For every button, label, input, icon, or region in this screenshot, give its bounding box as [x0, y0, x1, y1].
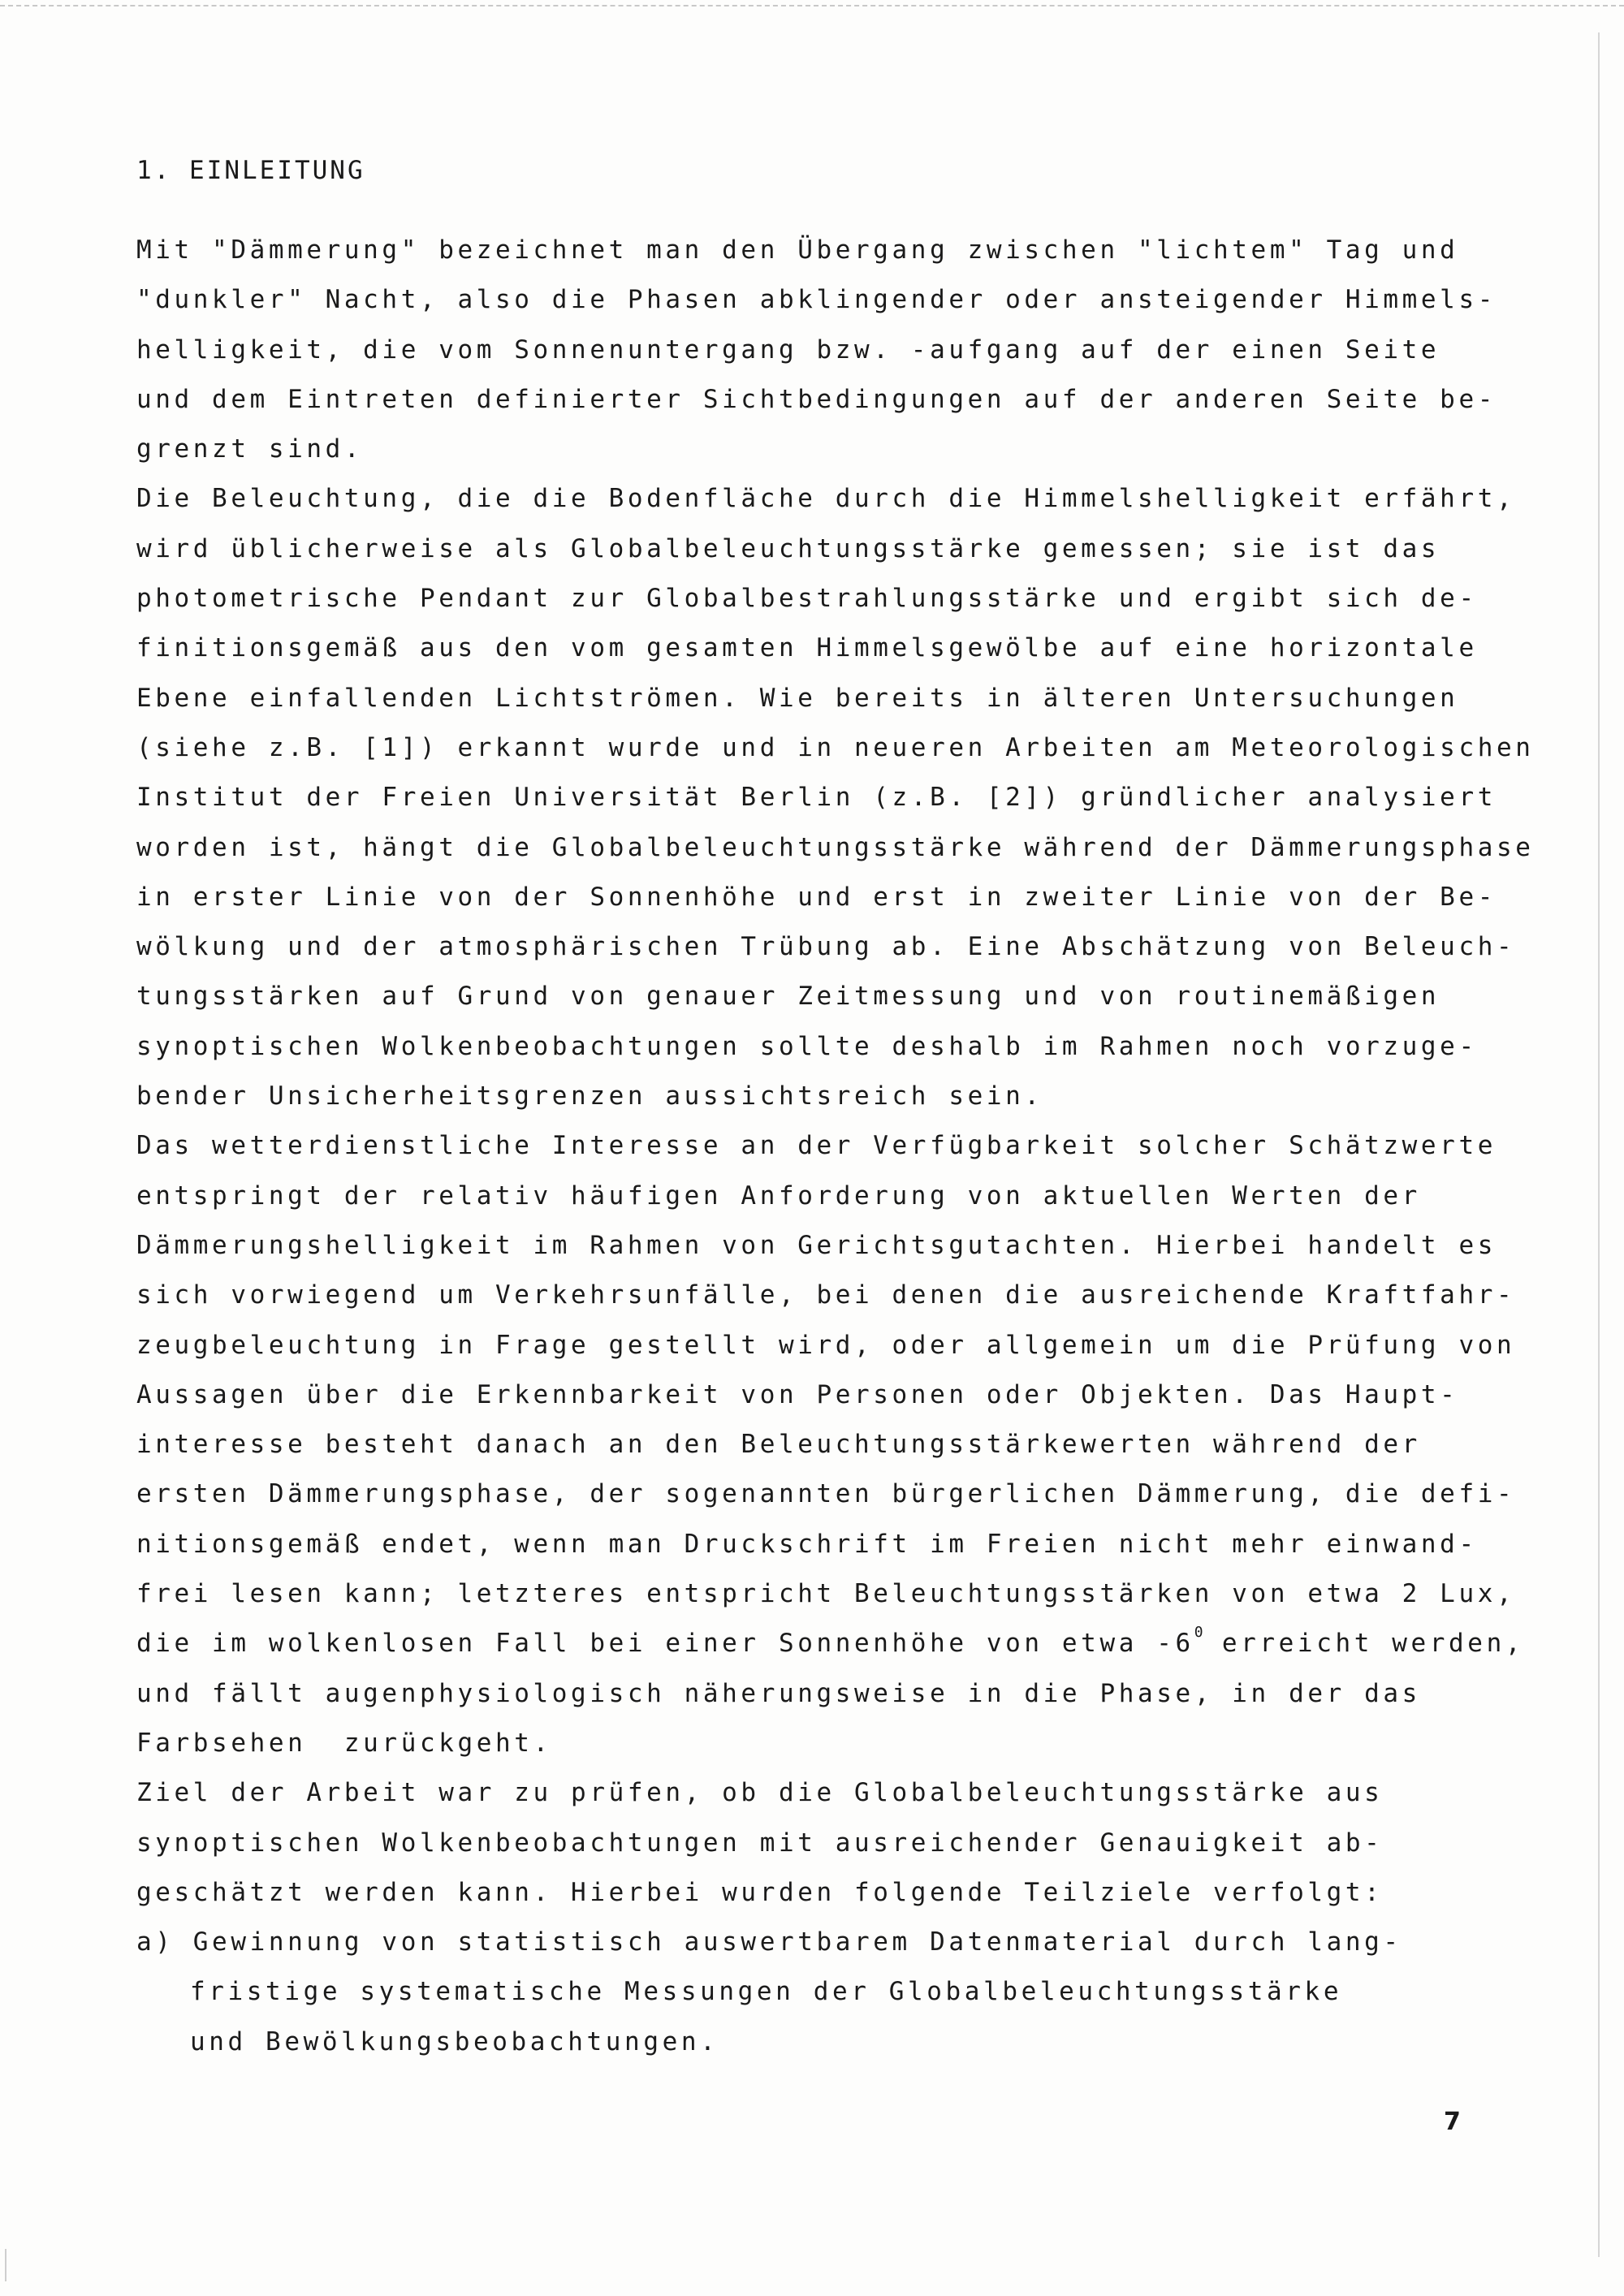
- right-margin-line: [1598, 32, 1600, 2257]
- text-line: worden ist, hängt die Globalbeleuchtungsstärke während der Dämmerungsphase: [136, 832, 1535, 862]
- degree-superscript: 0: [1194, 1624, 1203, 1642]
- text-line: nitionsgemäß endet, wenn man Druckschrift im Freien nicht mehr einwand-: [136, 1529, 1478, 1559]
- body-text: [136, 226, 1535, 2067]
- text-line: entspringt der relativ häufigen Anforderung von aktuellen Werten der: [136, 1180, 1421, 1211]
- text-line: geschätzt werden kann. Hierbei wurden folgende Teilziele verfolgt:: [136, 1877, 1384, 1907]
- text-line: Das wetterdienstliche Interesse an der Verfügbarkeit solcher Schätzwerte: [136, 1131, 1497, 1161]
- text-line: synoptischen Wolkenbeobachtungen mit ausreichender Genauigkeit ab-: [136, 1828, 1384, 1858]
- top-scan-border: [0, 5, 1624, 6]
- text-line: synoptischen Wolkenbeobachtungen sollte deshalb im Rahmen noch vorzuge-: [136, 1031, 1478, 1061]
- text-line: Die Beleuchtung, die die Bodenfläche durch die Himmelshelligkeit erfährt,: [136, 484, 1516, 514]
- text-line: Dämmerungshelligkeit im Rahmen von Gerichtsgutachten. Hierbei handelt es: [136, 1230, 1497, 1260]
- text-line: Aussagen über die Erkennbarkeit von Personen oder Objekten. Das Haupt-: [136, 1379, 1459, 1409]
- text-line: helligkeit, die vom Sonnenuntergang bzw. -aufgang auf der einen Seite: [136, 334, 1440, 365]
- text-line: sich vorwiegend um Verkehrsunfälle, bei denen die ausreichende Kraftfahr-: [136, 1280, 1516, 1310]
- text-line-start: die im wolkenlosen Fall bei einer Sonnenhöhe von etwa -6: [136, 1629, 1194, 1659]
- text-line: (siehe z.B. [1]) erkannt wurde und in neueren Arbeiten am Meteorologischen: [136, 732, 1535, 762]
- text-line: wölkung und der atmosphärischen Trübung ab. Eine Abschätzung von Beleuch-: [136, 932, 1516, 962]
- text-line: in erster Linie von der Sonnenhöhe und erst in zweiter Linie von der Be-: [136, 882, 1497, 912]
- text-line-end: erreicht werden,: [1203, 1629, 1525, 1659]
- text-line: interesse besteht danach an den Beleuchtungsstärkewerten während der: [136, 1430, 1421, 1460]
- text-line: Mit "Dämmerung" bezeichnet man den Übergang zwischen "lichtem" Tag und: [136, 235, 1459, 265]
- text-line: Institut der Freien Universität Berlin (z.B. [2]) gründlicher analysiert: [136, 783, 1497, 813]
- text-line: und dem Eintreten definierter Sichtbedingungen auf der anderen Seite be-: [136, 384, 1497, 414]
- text-line: Farbsehen zurückgeht.: [136, 1728, 552, 1758]
- scan-mark: [5, 2249, 6, 2281]
- text-line: ersten Dämmerungsphase, der sogenannten bürgerlichen Dämmerung, die defi-: [136, 1479, 1516, 1509]
- text-line: Ebene einfallenden Lichtströmen. Wie bereits in älteren Untersuchungen: [136, 683, 1459, 713]
- text-line: tungsstärken auf Grund von genauer Zeitmessung und von routinemäßigen: [136, 982, 1440, 1012]
- text-line: Ziel der Arbeit war zu prüfen, ob die Globalbeleuchtungsstärke aus: [136, 1778, 1384, 1808]
- list-item-continuation: fristige systematische Messungen der Globalbeleuchtungsstärke: [190, 1977, 1343, 2007]
- text-line: und fällt augenphysiologisch näherungsweise in die Phase, in der das: [136, 1678, 1421, 1708]
- text-line: finitionsgemäß aus den vom gesamten Himmelsgewölbe auf eine horizontale: [136, 633, 1478, 663]
- section-heading: 1. EINLEITUNG: [136, 156, 365, 185]
- text-line: grenzt sind.: [136, 434, 364, 464]
- list-item-continuation: und Bewölkungsbeobachtungen.: [190, 2026, 719, 2056]
- text-line: zeugbeleuchtung in Frage gestellt wird, oder allgemein um die Prüfung von: [136, 1330, 1516, 1360]
- text-line: photometrische Pendant zur Globalbestrahlungsstärke und ergibt sich de-: [136, 584, 1478, 614]
- text-line: wird üblicherweise als Globalbeleuchtungsstärke gemessen; sie ist das: [136, 533, 1440, 563]
- text-line: bender Unsicherheitsgrenzen aussichtsreich sein.: [136, 1081, 1043, 1111]
- text-line: "dunkler" Nacht, also die Phasen abklingender oder ansteigender Himmels-: [136, 285, 1497, 315]
- list-item-a: a) Gewinnung von statistisch auswertbarem Datenmaterial durch lang-: [136, 1927, 1402, 1957]
- text-line: frei lesen kann; letzteres entspricht Beleuchtungsstärken von etwa 2 Lux,: [136, 1579, 1516, 1609]
- text-line-with-superscript: [136, 1619, 1525, 1668]
- page-number: 7: [1444, 2108, 1461, 2136]
